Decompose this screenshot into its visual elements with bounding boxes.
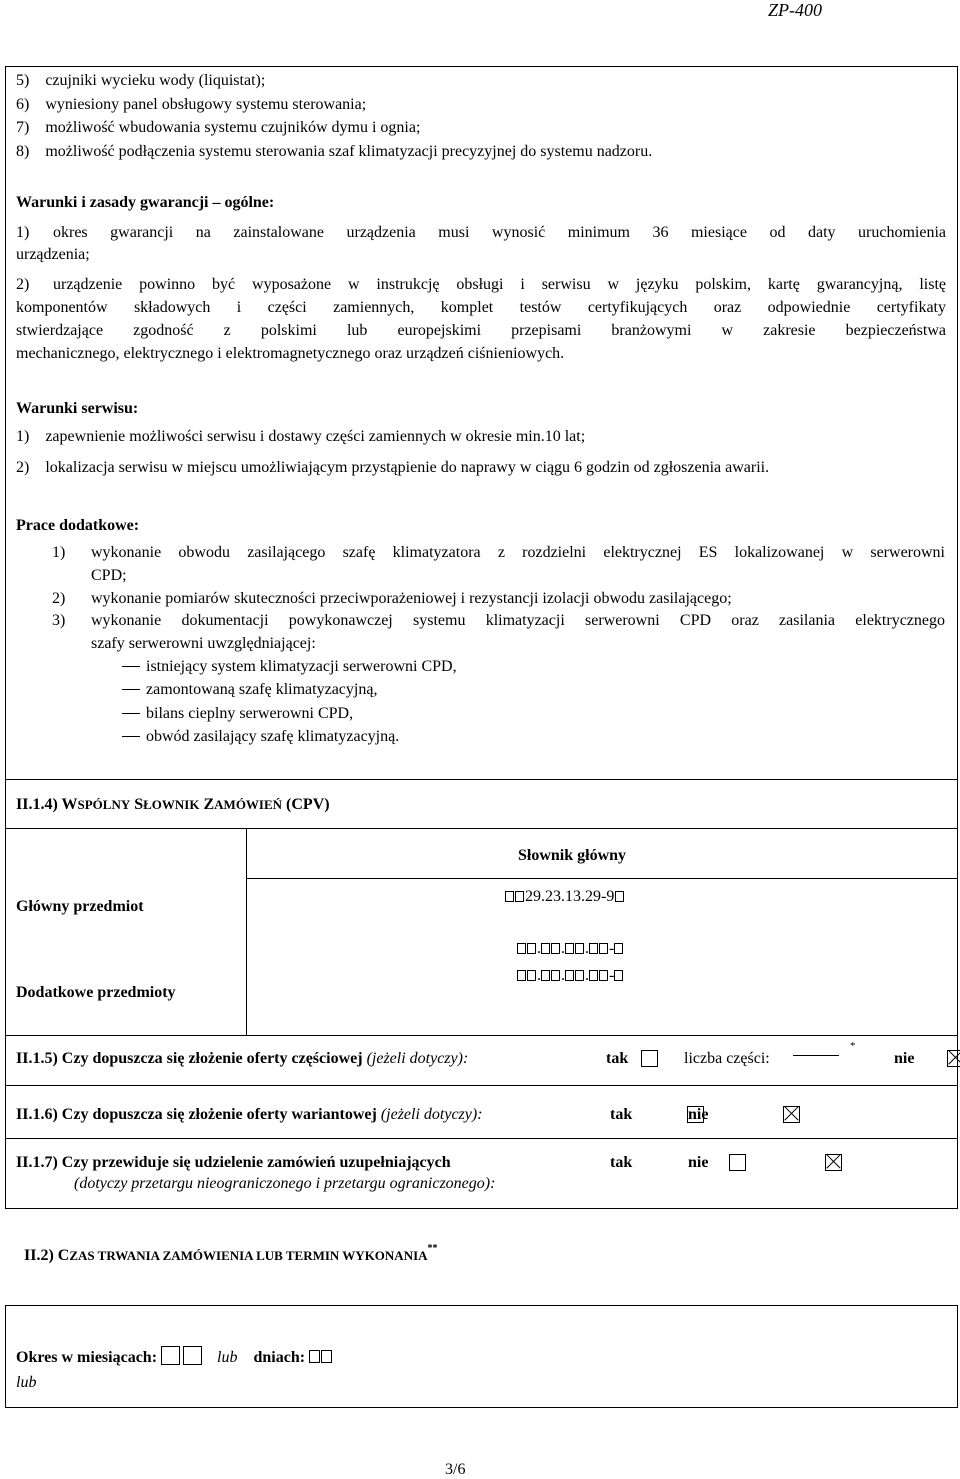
additional-item-text: wykonanie dokumentacji powykonawczej systemu klimatyzacji serwerowni CPD oraz zasilania elektrycznego — [91, 612, 945, 629]
dash-bullet — [122, 666, 140, 667]
list-item: 6) wyniesiony panel obsługowy systemu sterowania; — [16, 96, 367, 113]
cpv-additional-label: Dodatkowe przedmioty — [16, 984, 176, 1001]
q116-tak-label: tak — [610, 1106, 633, 1123]
list-item: 7) możliwość wbudowania systemu czujników dymu i ognia; — [16, 119, 421, 136]
cpv-main-code: 29.23.13.29-9 — [505, 887, 625, 906]
warranty-item-text: mechanicznego, elektrycznego i elektromagnetycznego oraz urządzeń ciśnieniowych. — [16, 345, 565, 362]
additional-item-text: CPD; — [91, 567, 127, 584]
cpv-additional-code: . . . - — [517, 966, 624, 985]
list-item: 5) czujniki wycieku wody (liquistat); — [16, 72, 266, 89]
q115-tak-checkbox[interactable] — [641, 1050, 658, 1067]
cpv-divider — [5, 828, 958, 829]
additional-item-num: 2) — [52, 590, 66, 607]
additional-item-text: wykonanie pomiarów skuteczności przeciwporażeniowej i rezystancji izolacji obwodu zasilającego; — [91, 590, 732, 607]
days-digit-box[interactable] — [321, 1350, 332, 1363]
page-number: 3/6 — [445, 1461, 466, 1478]
q117-nie-checkbox[interactable] — [825, 1154, 842, 1171]
dash-bullet — [122, 689, 140, 690]
sub-list-item: obwód zasilający szafę klimatyzacyjną. — [146, 728, 400, 745]
q117-tak-label: tak — [610, 1154, 633, 1171]
days-digit-box[interactable] — [309, 1350, 320, 1363]
warranty-item-num: 2) — [16, 276, 30, 293]
service-item: 1) zapewnienie możliwości serwisu i dostawy części zamiennych w okresie min.10 lat; — [16, 428, 586, 445]
dash-bullet — [122, 713, 140, 714]
questions-divider — [5, 1085, 958, 1086]
question-supplementary-orders: II.1.7) Czy przewiduje się udzielenie zamówień uzupełniających — [16, 1154, 451, 1171]
q115-nie-checkbox[interactable] — [947, 1050, 960, 1067]
duration-months-row: Okres w miesiącach: lub dniach: — [16, 1346, 333, 1367]
cpv-main-dictionary-header: Słownik główny — [518, 847, 627, 864]
warranty-item-num: 1) — [16, 224, 30, 241]
q117-tak-checkbox[interactable] — [729, 1154, 746, 1171]
additional-item-text: szafy serwerowni uwzględniającej: — [91, 635, 316, 652]
additional-heading: Prace dodatkowe: — [16, 517, 140, 534]
warranty-item-text: urządzenie powinno być wyposażone w instrukcję obsługi i serwisu w języku polskim, kartę gwarancyjną, listę — [53, 276, 946, 293]
question-partial-offer: II.1.5) Czy dopuszcza się złożenie oferty częściowej (jeżeli dotyczy): — [16, 1050, 469, 1067]
document-id: ZP-400 — [768, 0, 822, 20]
sub-list-item: zamontowaną szafę klimatyzacyjną, — [146, 681, 378, 698]
warranty-heading: Warunki i zasady gwarancji – ogólne: — [16, 194, 275, 211]
cpv-main-label: Główny przedmiot — [16, 898, 144, 915]
cpv-column-divider — [246, 828, 247, 1036]
question-variant-offer: II.1.6) Czy dopuszcza się złożenie oferty wariantowej (jeżeli dotyczy): — [16, 1106, 483, 1123]
q115-parts-input[interactable] — [793, 1055, 839, 1056]
additional-item-num: 3) — [52, 612, 66, 629]
cpv-row-divider — [246, 878, 958, 879]
duration-or: lub — [16, 1374, 37, 1391]
q115-parts-label: liczba części: — [684, 1050, 770, 1067]
additional-item-text: wykonanie obwodu zasilającego szafę klimatyzatora z rozdzielni elektrycznej ES lokalizowanej w serwerowni — [91, 544, 945, 561]
warranty-item-text: okres gwarancji na zainstalowane urządzenia musi wynosić minimum 36 miesiące od daty uruchomienia — [53, 224, 946, 241]
service-heading: Warunki serwisu: — [16, 400, 139, 417]
sub-list-item: bilans cieplny serwerowni CPD, — [146, 705, 354, 722]
warranty-item-text: stwierdzające zgodność z polskimi lub europejskimi przepisami branżowymi w zakresie bezpieczeństwa — [16, 322, 946, 339]
duration-heading: II.2) CZAS TRWANIA ZAMÓWIENIA LUB TERMIN WYKONANIA** — [24, 1243, 438, 1264]
months-digit-box[interactable] — [183, 1346, 202, 1365]
q117-nie-label: nie — [688, 1154, 709, 1171]
months-digit-box[interactable] — [161, 1346, 180, 1365]
cpv-additional-code: . . . - — [517, 939, 624, 958]
q115-tak-label: tak — [606, 1050, 629, 1067]
additional-item-num: 1) — [52, 544, 66, 561]
q116-nie-label: nie — [688, 1106, 709, 1123]
service-item: 2) lokalizacja serwisu w miejscu umożliwiającym przystąpienie do naprawy w ciągu 6 godzin od zgłoszenia awarii. — [16, 459, 770, 476]
q116-nie-checkbox[interactable] — [783, 1106, 800, 1123]
sub-list-item: istniejący system klimatyzacji serwerowni CPD, — [146, 658, 457, 675]
warranty-item-text: urządzenia; — [16, 246, 90, 263]
dash-bullet — [122, 736, 140, 737]
warranty-item-text: komponentów składowych i części zamiennych, komplet testów certyfikujących oraz odpowiednie certyfikaty — [16, 299, 946, 316]
question-supplementary-note: (dotyczy przetargu nieograniczonego i przetargu ograniczonego): — [74, 1175, 496, 1192]
q115-nie-label: nie — [894, 1050, 915, 1067]
q115-footnote-mark: * — [850, 1040, 856, 1052]
questions-divider — [5, 1138, 958, 1139]
cpv-heading: II.1.4) WSPÓLNY SŁOWNIK ZAMÓWIEŃ (CPV) — [16, 796, 330, 813]
list-item: 8) możliwość podłączenia systemu sterowania szaf klimatyzacji precyzyjnej do systemu nadzoru. — [16, 143, 653, 160]
